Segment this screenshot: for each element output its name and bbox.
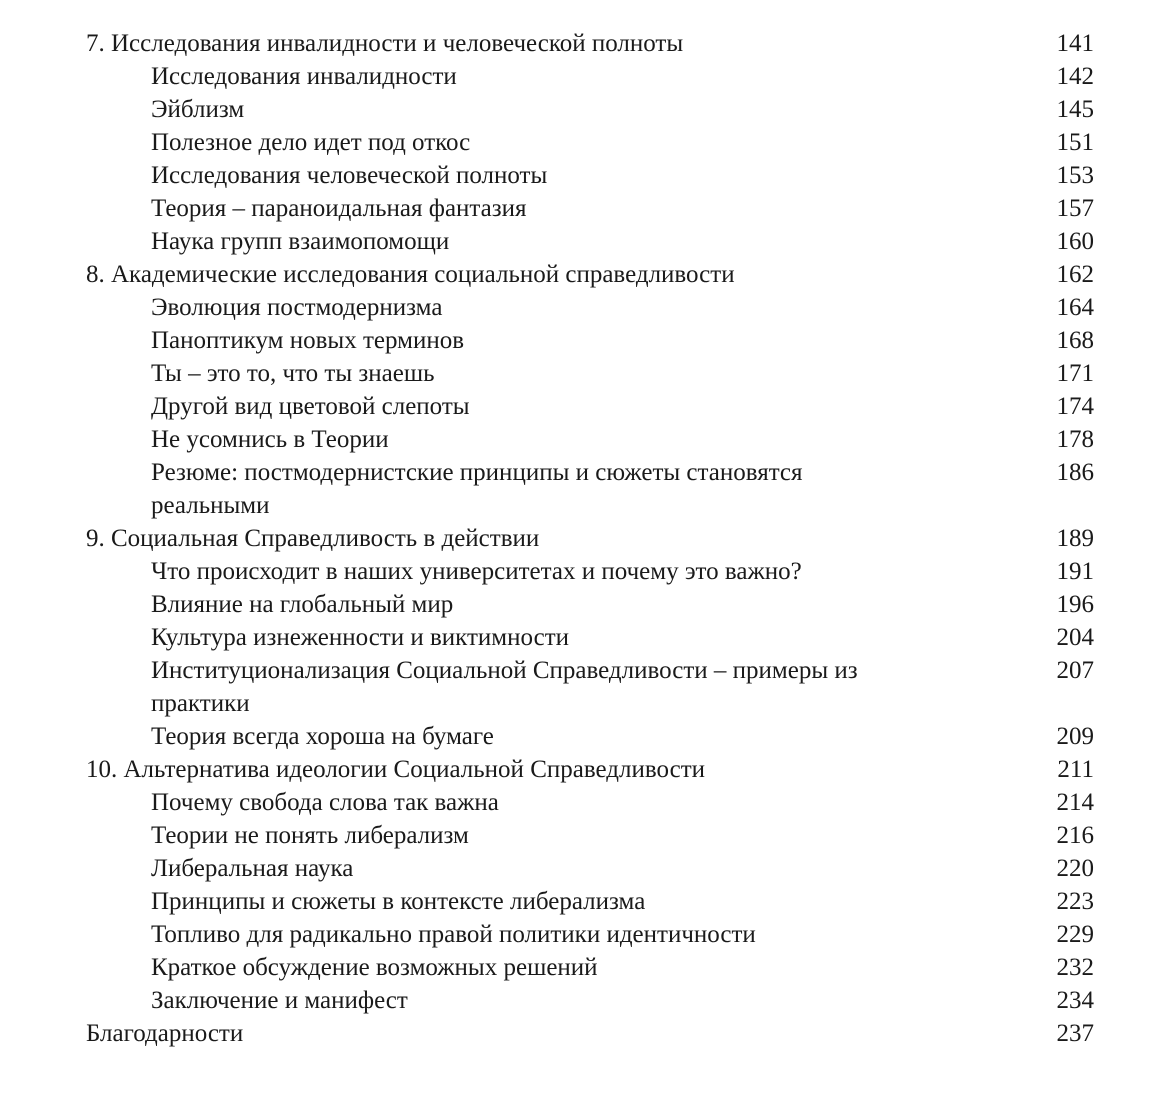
toc-section-entry <box>86 291 1094 324</box>
toc-entry-page-number: 153 <box>1056 162 1094 189</box>
toc-entry-page-number: 209 <box>1056 723 1094 750</box>
toc-entry-title: Принципы и сюжеты в контексте либерализма <box>151 888 646 915</box>
toc-entry-page-number: 160 <box>1056 228 1094 255</box>
toc-section-entry <box>86 852 1094 885</box>
toc-chapter-entry <box>86 753 1094 786</box>
toc-entry-title: Влияние на глобальный мир <box>151 591 454 618</box>
toc-section-entry <box>86 951 1094 984</box>
toc-entry-page-number: 196 <box>1056 591 1094 618</box>
toc-entry-page-number: 211 <box>1057 756 1094 783</box>
toc-section-entry <box>86 126 1094 159</box>
toc-section-entry <box>86 192 1094 225</box>
toc-entry-page-number: 214 <box>1056 789 1094 816</box>
toc-entry-page-number: 142 <box>1056 63 1094 90</box>
toc-entry-title: 7. Исследования инвалидности и человеческой полноты <box>86 30 684 57</box>
toc-chapter-entry <box>86 258 1094 291</box>
toc-entry-page-number: 178 <box>1056 426 1094 453</box>
toc-section-entry <box>86 654 1094 720</box>
toc-entry-title: Теория – параноидальная фантазия <box>151 195 527 222</box>
toc-entry-page-number: 229 <box>1056 921 1094 948</box>
toc-section-entry <box>86 423 1094 456</box>
toc-entry-title: Либеральная наука <box>151 855 354 882</box>
toc-entry-title: 9. Социальная Справедливость в действии <box>86 525 540 552</box>
toc-entry-title: Топливо для радикально правой политики идентичности <box>151 921 756 948</box>
toc-entry-page-number: 191 <box>1056 558 1094 585</box>
toc-section-entry <box>86 357 1094 390</box>
toc-section-entry <box>86 786 1094 819</box>
toc-entry-page-number: 162 <box>1056 261 1094 288</box>
toc-chapter-entry <box>86 27 1094 60</box>
toc-entry-title: Институционализация Социальной Справедливости – примеры из практики <box>151 657 858 717</box>
toc-entry-title: Резюме: постмодернистские принципы и сюжеты становятся реальными <box>151 459 803 519</box>
toc-entry-title: Паноптикум новых терминов <box>151 327 465 354</box>
toc-entry-page-number: 216 <box>1056 822 1094 849</box>
toc-entry-title: Теория всегда хороша на бумаге <box>151 723 494 750</box>
toc-section-entry <box>86 918 1094 951</box>
toc-section-entry <box>86 225 1094 258</box>
toc-section-entry <box>86 885 1094 918</box>
toc-entry-title: Эволюция постмодернизма <box>151 294 443 321</box>
toc-entry-page-number: 186 <box>1056 459 1094 486</box>
toc-entry-title: 8. Академические исследования социальной справедливости <box>86 261 735 288</box>
toc-entry-title: Исследования инвалидности <box>151 63 457 90</box>
toc-entry-title: Что происходит в наших университетах и почему это важно? <box>151 558 802 585</box>
toc-entry-page-number: 234 <box>1056 987 1094 1014</box>
toc-chapter-entry <box>86 1017 1094 1050</box>
toc-entry-title: Наука групп взаимопомощи <box>151 228 450 255</box>
toc-entry-title: Другой вид цветовой слепоты <box>151 393 470 420</box>
toc-entry-page-number: 174 <box>1056 393 1094 420</box>
toc-entry-title: Исследования человеческой полноты <box>151 162 548 189</box>
table-of-contents <box>86 27 1094 1050</box>
toc-entry-page-number: 164 <box>1056 294 1094 321</box>
toc-section-entry <box>86 984 1094 1017</box>
toc-section-entry <box>86 588 1094 621</box>
toc-entry-page-number: 220 <box>1056 855 1094 882</box>
toc-entry-title: Теории не понять либерализм <box>151 822 469 849</box>
toc-entry-page-number: 232 <box>1056 954 1094 981</box>
toc-entry-page-number: 189 <box>1056 525 1094 552</box>
toc-entry-title: 10. Альтернатива идеологии Социальной Справедливости <box>86 756 705 783</box>
toc-entry-title: Не усомнись в Теории <box>151 426 389 453</box>
toc-section-entry <box>86 555 1094 588</box>
toc-section-entry <box>86 60 1094 93</box>
toc-section-entry <box>86 93 1094 126</box>
toc-section-entry <box>86 720 1094 753</box>
toc-section-entry <box>86 819 1094 852</box>
toc-section-entry <box>86 390 1094 423</box>
toc-chapter-entry <box>86 522 1094 555</box>
toc-entry-title: Благодарности <box>86 1020 244 1047</box>
toc-entry-title: Почему свобода слова так важна <box>151 789 499 816</box>
toc-entry-title: Ты – это то, что ты знаешь <box>151 360 435 387</box>
toc-entry-page-number: 157 <box>1056 195 1094 222</box>
toc-entry-page-number: 223 <box>1056 888 1094 915</box>
toc-entry-title: Полезное дело идет под откос <box>151 129 471 156</box>
toc-entry-title: Краткое обсуждение возможных решений <box>151 954 598 981</box>
toc-entry-page-number: 204 <box>1056 624 1094 651</box>
toc-entry-page-number: 171 <box>1056 360 1094 387</box>
toc-section-entry <box>86 456 1094 522</box>
toc-section-entry <box>86 324 1094 357</box>
toc-section-entry <box>86 159 1094 192</box>
toc-entry-title: Эйблизм <box>151 96 245 123</box>
toc-entry-page-number: 168 <box>1056 327 1094 354</box>
toc-entry-page-number: 207 <box>1056 657 1094 684</box>
toc-entry-title: Культура изнеженности и виктимности <box>151 624 570 651</box>
toc-section-entry <box>86 621 1094 654</box>
toc-entry-page-number: 145 <box>1056 96 1094 123</box>
toc-entry-page-number: 151 <box>1056 129 1094 156</box>
toc-entry-title: Заключение и манифест <box>151 987 408 1014</box>
toc-entry-page-number: 237 <box>1056 1020 1094 1047</box>
toc-entry-page-number: 141 <box>1056 30 1094 57</box>
